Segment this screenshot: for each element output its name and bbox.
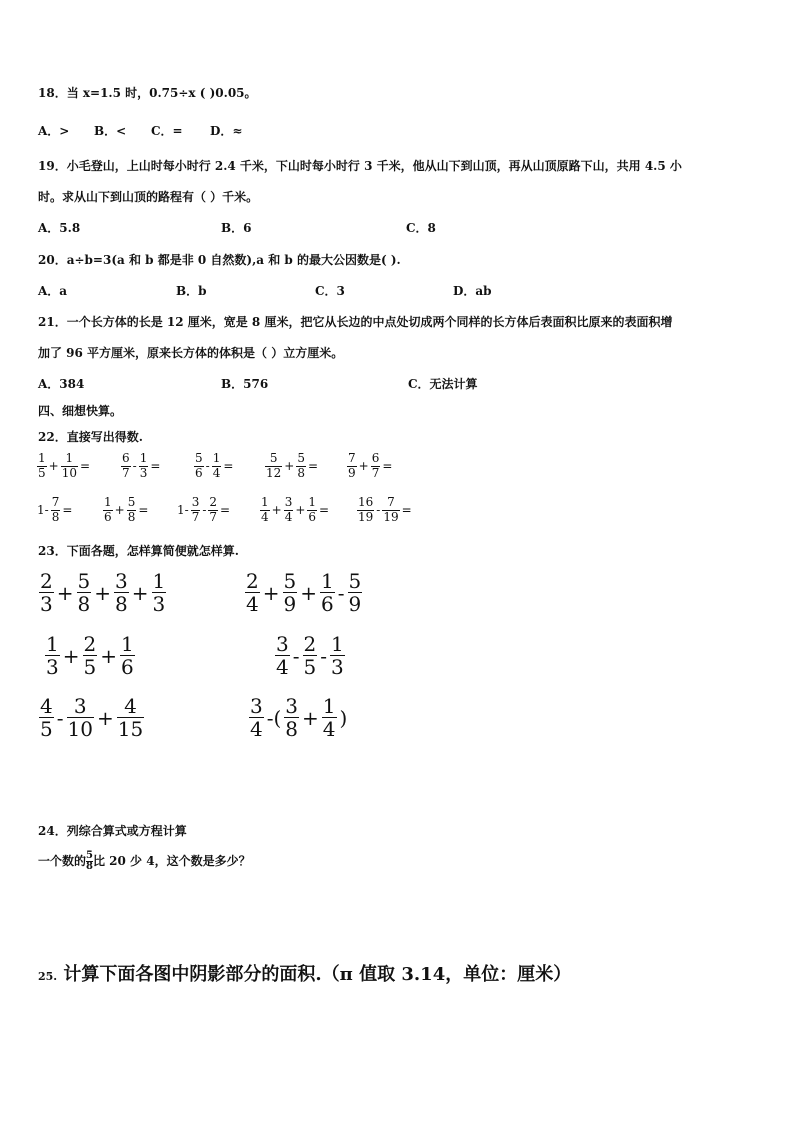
q22-expr-3: $\frac{5}{6}$ - $\frac{1}{4}$ = [195,451,234,480]
option-a: A．> [38,124,70,138]
option-a: A．5.8 [38,221,81,235]
question-19-line1: 19．小毛登山，上山时每小时行 2.4 千米，下山时每小时行 3 千米，他从山下到山顶，再从山顶原路下山，共用 4.5 小 [38,159,682,173]
q22-expr-5: $\frac{7}{9}$ + $\frac{6}{7}$ = [348,451,393,480]
question-24-title: 24．列综合算式或方程计算 [38,824,187,838]
question-24-text: 一个数的 $\frac{5}{8}$ 比 20 少 4，这个数是多少？ [38,850,251,872]
option-b: B．6 [221,221,252,235]
question-19-line2: 时。求从山下到山顶的路程有（ ）千米。 [38,190,259,204]
q23-expr-3: $\frac{1}{3}$ + $\frac{2}{5}$ + $\frac{1}{6}$ [46,632,134,679]
question-19-options [38,219,538,233]
option-d: D．ab [453,284,492,298]
option-c: C．8 [406,221,436,235]
q22-expr-6: 1- $\frac{7}{8}$ = [37,495,73,524]
question-21-options [38,375,538,389]
q23-expr-5: $\frac{4}{5}$ - $\frac{3}{10}$ + $\frac{4}{15}$ [40,694,144,741]
q23-expr-2: $\frac{2}{4}$ + $\frac{5}{9}$ + $\frac{1}{6}$ - $\frac{5}{9}$ [246,569,362,616]
q23-expr-6: $\frac{3}{4}$ -( $\frac{3}{8}$ + $\frac{1}{4}$ ) [250,694,348,741]
question-18: 18．当 x=1.5 时，0.75÷x ( )0.05。 [38,86,257,100]
option-a: A．a [38,284,68,298]
question-23-title: 23．下面各题，怎样算简便就怎样算. [38,544,239,558]
option-c: C．3 [315,284,345,298]
question-18-options [38,122,338,136]
option-b: B．< [94,124,127,138]
option-b: B．576 [221,377,269,391]
q23-expr-1: $\frac{2}{3}$ + $\frac{5}{8}$ + $\frac{3}{8}$ + $\frac{1}{3}$ [40,569,166,616]
option-d: D．≈ [210,124,243,138]
inline-fraction: $\frac{5}{8}$ [86,850,93,872]
q22-expr-1: $\frac{1}{5}$ + $\frac{1}{10}$ = [38,451,91,480]
question-20: 20．a÷b=3(a 和 b 都是非 0 自然数),a 和 b 的最大公因数是( ). [38,253,401,267]
question-22-title: 22．直接写出得数. [38,430,143,444]
q22-expr-2: $\frac{6}{7}$ - $\frac{1}{3}$ = [122,451,161,480]
question-20-options [38,282,538,296]
q22-expr-8: 1- $\frac{3}{7}$ - $\frac{2}{7}$ = [177,495,231,524]
option-a: A．384 [38,377,85,391]
question-21-line2: 加了 96 平方厘米，原来长方体的体积是（ ）立方厘米。 [38,346,344,360]
question-25: 25. 计算下面各图中阴影部分的面积.（π 值取 3.14，单位：厘米） [38,964,572,985]
q22-expr-7: $\frac{1}{6}$ + $\frac{5}{8}$ = [104,495,149,524]
option-c: C．= [151,124,183,138]
q22-expr-10: $\frac{16}{19}$ - $\frac{7}{19}$ = [358,495,412,524]
q23-expr-4: $\frac{3}{4}$ - $\frac{2}{5}$ - $\frac{1}{3}$ [276,632,344,679]
q22-expr-9: $\frac{1}{4}$ + $\frac{3}{4}$ + $\frac{1}{6}$ = [261,495,330,524]
section-4-heading: 四、细想快算。 [38,404,123,418]
q22-expr-4: $\frac{5}{12}$ + $\frac{5}{8}$ = [266,451,319,480]
question-21-line1: 21．一个长方体的长是 12 厘米，宽是 8 厘米，把它从长边的中点处切成两个同样的长方体后表面积比原来的表面积增 [38,315,673,329]
option-b: B．b [176,284,207,298]
option-c: C．无法计算 [408,377,478,391]
